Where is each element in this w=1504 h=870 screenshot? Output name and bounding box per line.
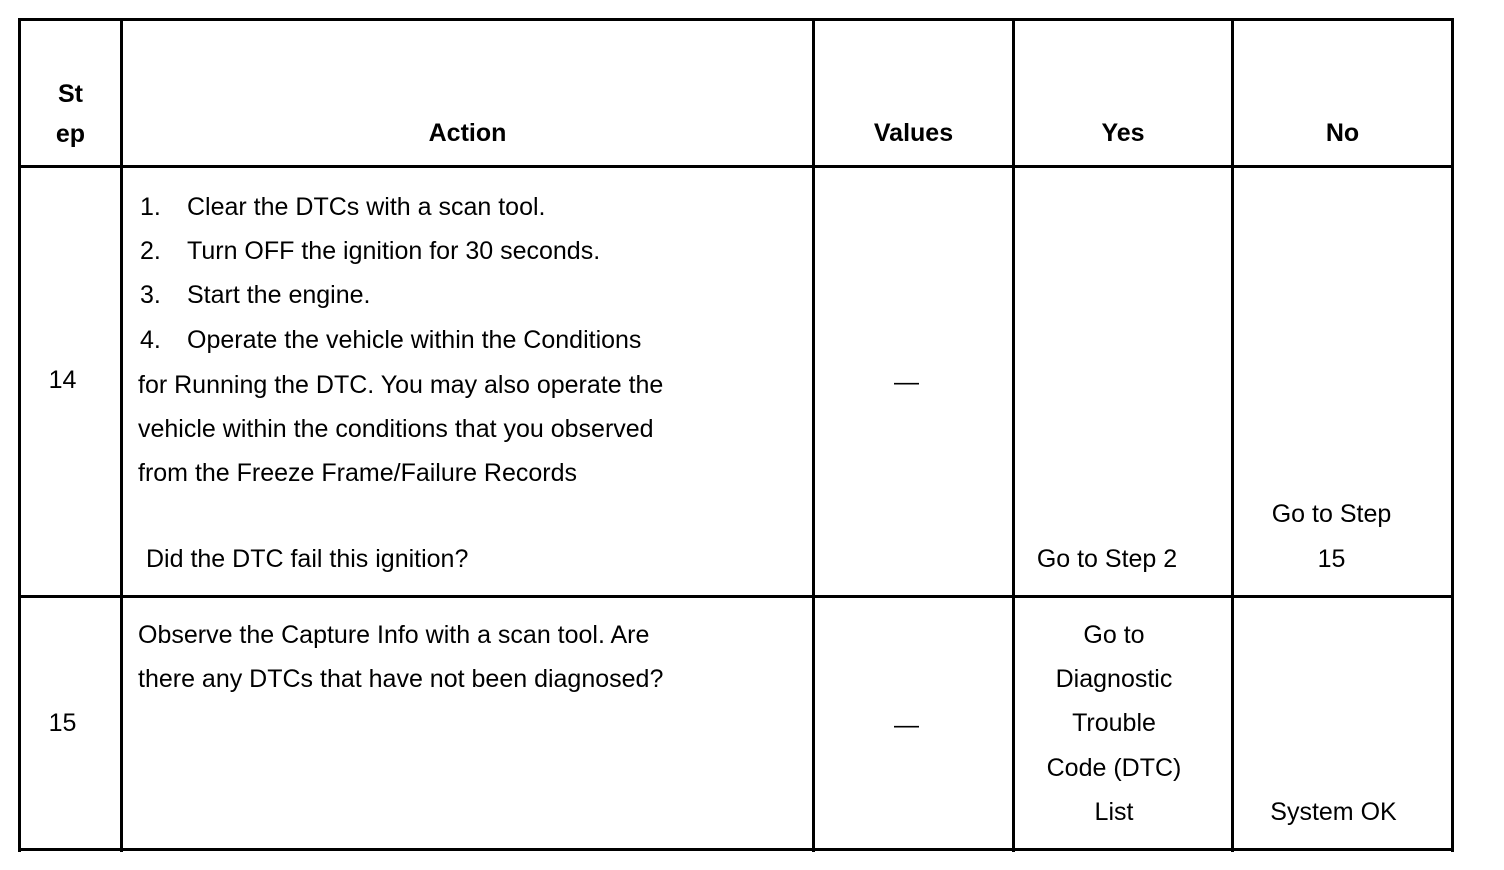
header-divider bbox=[18, 165, 1454, 168]
action-step-4-number: 4. bbox=[140, 326, 161, 354]
header-step-line-1: St bbox=[58, 80, 83, 108]
step-number-14: 14 bbox=[48, 366, 77, 394]
action-step-2-text: Turn OFF the ignition for 30 seconds. bbox=[187, 237, 601, 265]
header-action: Action bbox=[428, 119, 507, 147]
values-15: — bbox=[894, 711, 919, 739]
table-border-top bbox=[18, 18, 1454, 21]
header-values: Values bbox=[873, 119, 954, 147]
action-step-2-number: 2. bbox=[140, 237, 161, 265]
yes-15-line-1: Go to bbox=[1083, 621, 1145, 649]
step-number-15: 15 bbox=[48, 709, 77, 737]
header-step-line-2: ep bbox=[55, 120, 86, 148]
action-step-1 bbox=[140, 192, 545, 222]
action-step-3-number: 3. bbox=[140, 281, 161, 309]
no-14-line-2: 15 bbox=[1317, 545, 1346, 573]
header-no: No bbox=[1325, 119, 1360, 147]
yes-15-line-2: Diagnostic bbox=[1055, 665, 1173, 693]
action-question-14: Did the DTC fail this ignition? bbox=[146, 545, 469, 573]
row-divider bbox=[18, 595, 1454, 598]
no-15: System OK bbox=[1270, 798, 1397, 826]
action-step-3 bbox=[140, 280, 370, 310]
diagnostic-table bbox=[18, 18, 1454, 852]
action-continuation-line-1: for Running the DTC. You may also operate the bbox=[138, 371, 664, 399]
action-15-line-2: there any DTCs that have not been diagnosed? bbox=[138, 665, 664, 693]
yes-15-line-3: Trouble bbox=[1072, 709, 1156, 737]
table-border-right bbox=[1451, 18, 1454, 852]
yes-15-line-4: Code (DTC) bbox=[1046, 754, 1182, 782]
action-step-3-text: Start the engine. bbox=[187, 281, 371, 309]
header-yes: Yes bbox=[1101, 119, 1145, 147]
action-step-4 bbox=[140, 325, 641, 355]
action-15-line-1: Observe the Capture Info with a scan tool. Are bbox=[138, 621, 650, 649]
action-continuation-line-2: vehicle within the conditions that you observed bbox=[138, 415, 654, 443]
action-continuation-line-3: from the Freeze Frame/Failure Records bbox=[138, 459, 578, 487]
action-step-1-text: Clear the DTCs with a scan tool. bbox=[187, 193, 546, 221]
yes-15-line-5: List bbox=[1094, 798, 1134, 826]
action-step-4-text: Operate the vehicle within the Conditions bbox=[187, 326, 642, 354]
table-border-bottom bbox=[18, 848, 1454, 851]
yes-14: Go to Step 2 bbox=[1036, 545, 1178, 573]
no-14-line-1: Go to Step bbox=[1271, 500, 1392, 528]
header-step bbox=[21, 74, 120, 154]
values-14: — bbox=[894, 368, 919, 396]
action-step-1-number: 1. bbox=[140, 193, 161, 221]
action-step-2 bbox=[140, 236, 600, 266]
